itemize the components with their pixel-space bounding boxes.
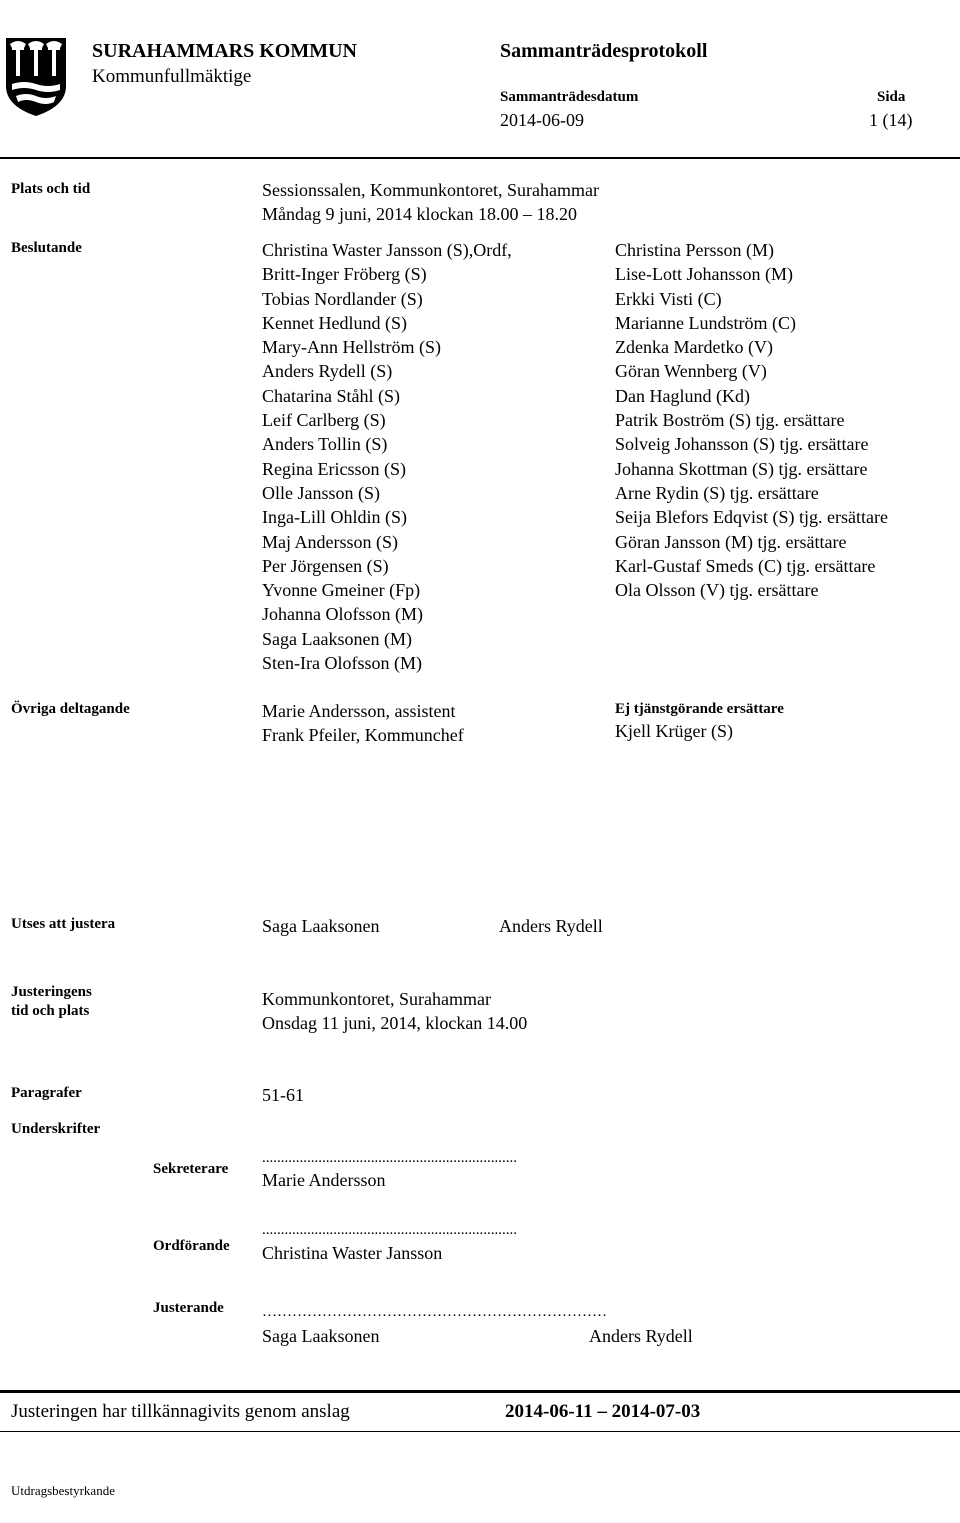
ordforande-name: Christina Waster Jansson	[262, 1243, 443, 1263]
member-name: Solveig Johansson (S) tjg. ersättare	[615, 434, 869, 455]
member-name: Yvonne Gmeiner (Fp)	[262, 580, 421, 601]
anslag-divider-top	[0, 1390, 960, 1393]
header-divider	[0, 157, 960, 159]
justerande-name2: Anders Rydell	[589, 1326, 693, 1346]
paragrafer-label: Paragrafer	[11, 1085, 82, 1101]
beslutande-list-left	[262, 238, 512, 675]
member-name: Inga-Lill Ohldin (S)	[262, 507, 407, 528]
member-name: Saga Laaksonen (M)	[262, 628, 412, 649]
justerande-label: Justerande	[153, 1300, 224, 1316]
sekreterare-signature-line: ....................................................................	[262, 1150, 517, 1166]
member-name: Olle Jansson (S)	[262, 482, 380, 503]
member-name: Kennet Hedlund (S)	[262, 312, 407, 333]
beslutande-list-right	[615, 238, 888, 602]
justeringens-line2: Onsdag 11 juni, 2014, klockan 14.00	[262, 1013, 528, 1033]
ovriga-line1: Marie Andersson, assistent	[262, 701, 456, 721]
justerande-signature-line: ……………………………………………………………	[262, 1304, 607, 1320]
justeringens-label2: tid och plats	[11, 1003, 90, 1019]
plats-line1: Sessionssalen, Kommunkontoret, Surahammar	[262, 180, 599, 200]
justeringens-line1: Kommunkontoret, Surahammar	[262, 989, 491, 1009]
justerande-name1: Saga Laaksonen	[262, 1326, 380, 1346]
member-name: Regina Ericsson (S)	[262, 458, 406, 479]
ovriga-label: Övriga deltagande	[11, 701, 130, 717]
utdragsbestyrkande-label: Utdragsbestyrkande	[11, 1483, 115, 1498]
date-label: Sammanträdesdatum	[500, 89, 639, 105]
member-name: Christina Waster Jansson (S),Ordf,	[262, 240, 512, 260]
plats-line2: Måndag 9 juni, 2014 klockan 18.00 – 18.20	[262, 204, 577, 224]
coat-of-arms-logo	[4, 36, 68, 118]
plats-label: Plats och tid	[11, 181, 91, 197]
ordforande-signature-line: ....................................................................	[262, 1222, 517, 1238]
ej-tjanstgorande-label: Ej tjänstgörande ersättare	[615, 701, 784, 717]
utses-name2: Anders Rydell	[499, 916, 603, 936]
anslag-dates: 2014-06-11 – 2014-07-03	[505, 1401, 701, 1422]
ovriga-line2: Frank Pfeiler, Kommunchef	[262, 725, 464, 745]
paragrafer-value: 51-61	[262, 1085, 304, 1105]
member-name: Patrik Boström (S) tjg. ersättare	[615, 410, 845, 431]
meeting-date: 2014-06-09	[500, 110, 584, 130]
utses-label: Utses att justera	[11, 916, 116, 932]
member-name: Göran Jansson (M) tjg. ersättare	[615, 531, 847, 552]
member-name: Dan Haglund (Kd)	[615, 385, 750, 406]
member-name: Per Jörgensen (S)	[262, 555, 389, 576]
beslutande-label: Beslutande	[11, 240, 82, 256]
member-name: Arne Rydin (S) tjg. ersättare	[615, 482, 819, 503]
underskrifter-label: Underskrifter	[11, 1121, 101, 1137]
member-name: Anders Rydell (S)	[262, 361, 393, 382]
ordforande-label: Ordförande	[153, 1238, 230, 1254]
doc-type: Sammanträdesprotokoll	[500, 40, 708, 62]
member-name: Ola Olsson (V) tjg. ersättare	[615, 580, 819, 601]
member-name: Christina Persson (M)	[615, 240, 774, 260]
member-name: Karl-Gustaf Smeds (C) tjg. ersättare	[615, 555, 876, 576]
member-name: Zdenka Mardetko (V)	[615, 337, 773, 358]
member-name: Johanna Skottman (S) tjg. ersättare	[615, 458, 868, 479]
member-name: Göran Wennberg (V)	[615, 361, 767, 382]
utses-name1: Saga Laaksonen	[262, 916, 380, 936]
member-name: Erkki Visti (C)	[615, 288, 722, 309]
member-name: Seija Blefors Edqvist (S) tjg. ersättare	[615, 507, 888, 528]
org-name: SURAHAMMARS KOMMUN	[92, 40, 357, 62]
member-name: Tobias Nordlander (S)	[262, 288, 423, 309]
member-name: Maj Andersson (S)	[262, 531, 398, 552]
member-name: Anders Tollin (S)	[262, 434, 388, 455]
member-name: Johanna Olofsson (M)	[262, 604, 423, 625]
sekreterare-label: Sekreterare	[153, 1161, 229, 1177]
ej-tjanstgorande-name: Kjell Krüger (S)	[615, 721, 733, 741]
sekreterare-name: Marie Andersson	[262, 1170, 386, 1190]
anslag-divider-bottom	[0, 1431, 960, 1432]
page-label: Sida	[877, 89, 906, 105]
page-number: 1 (14)	[869, 110, 913, 130]
member-name: Lise-Lott Johansson (M)	[615, 264, 793, 285]
member-name: Britt-Inger Fröberg (S)	[262, 264, 427, 285]
anslag-text: Justeringen har tillkännagivits genom anslag	[11, 1401, 350, 1422]
justeringens-label1: Justeringens	[11, 984, 92, 1000]
member-name: Mary-Ann Hellström (S)	[262, 337, 441, 358]
member-name: Chatarina Ståhl (S)	[262, 385, 400, 406]
member-name: Sten-Ira Olofsson (M)	[262, 653, 422, 674]
member-name: Leif Carlberg (S)	[262, 410, 386, 431]
member-name: Marianne Lundström (C)	[615, 312, 796, 333]
body-name: Kommunfullmäktige	[92, 66, 252, 87]
